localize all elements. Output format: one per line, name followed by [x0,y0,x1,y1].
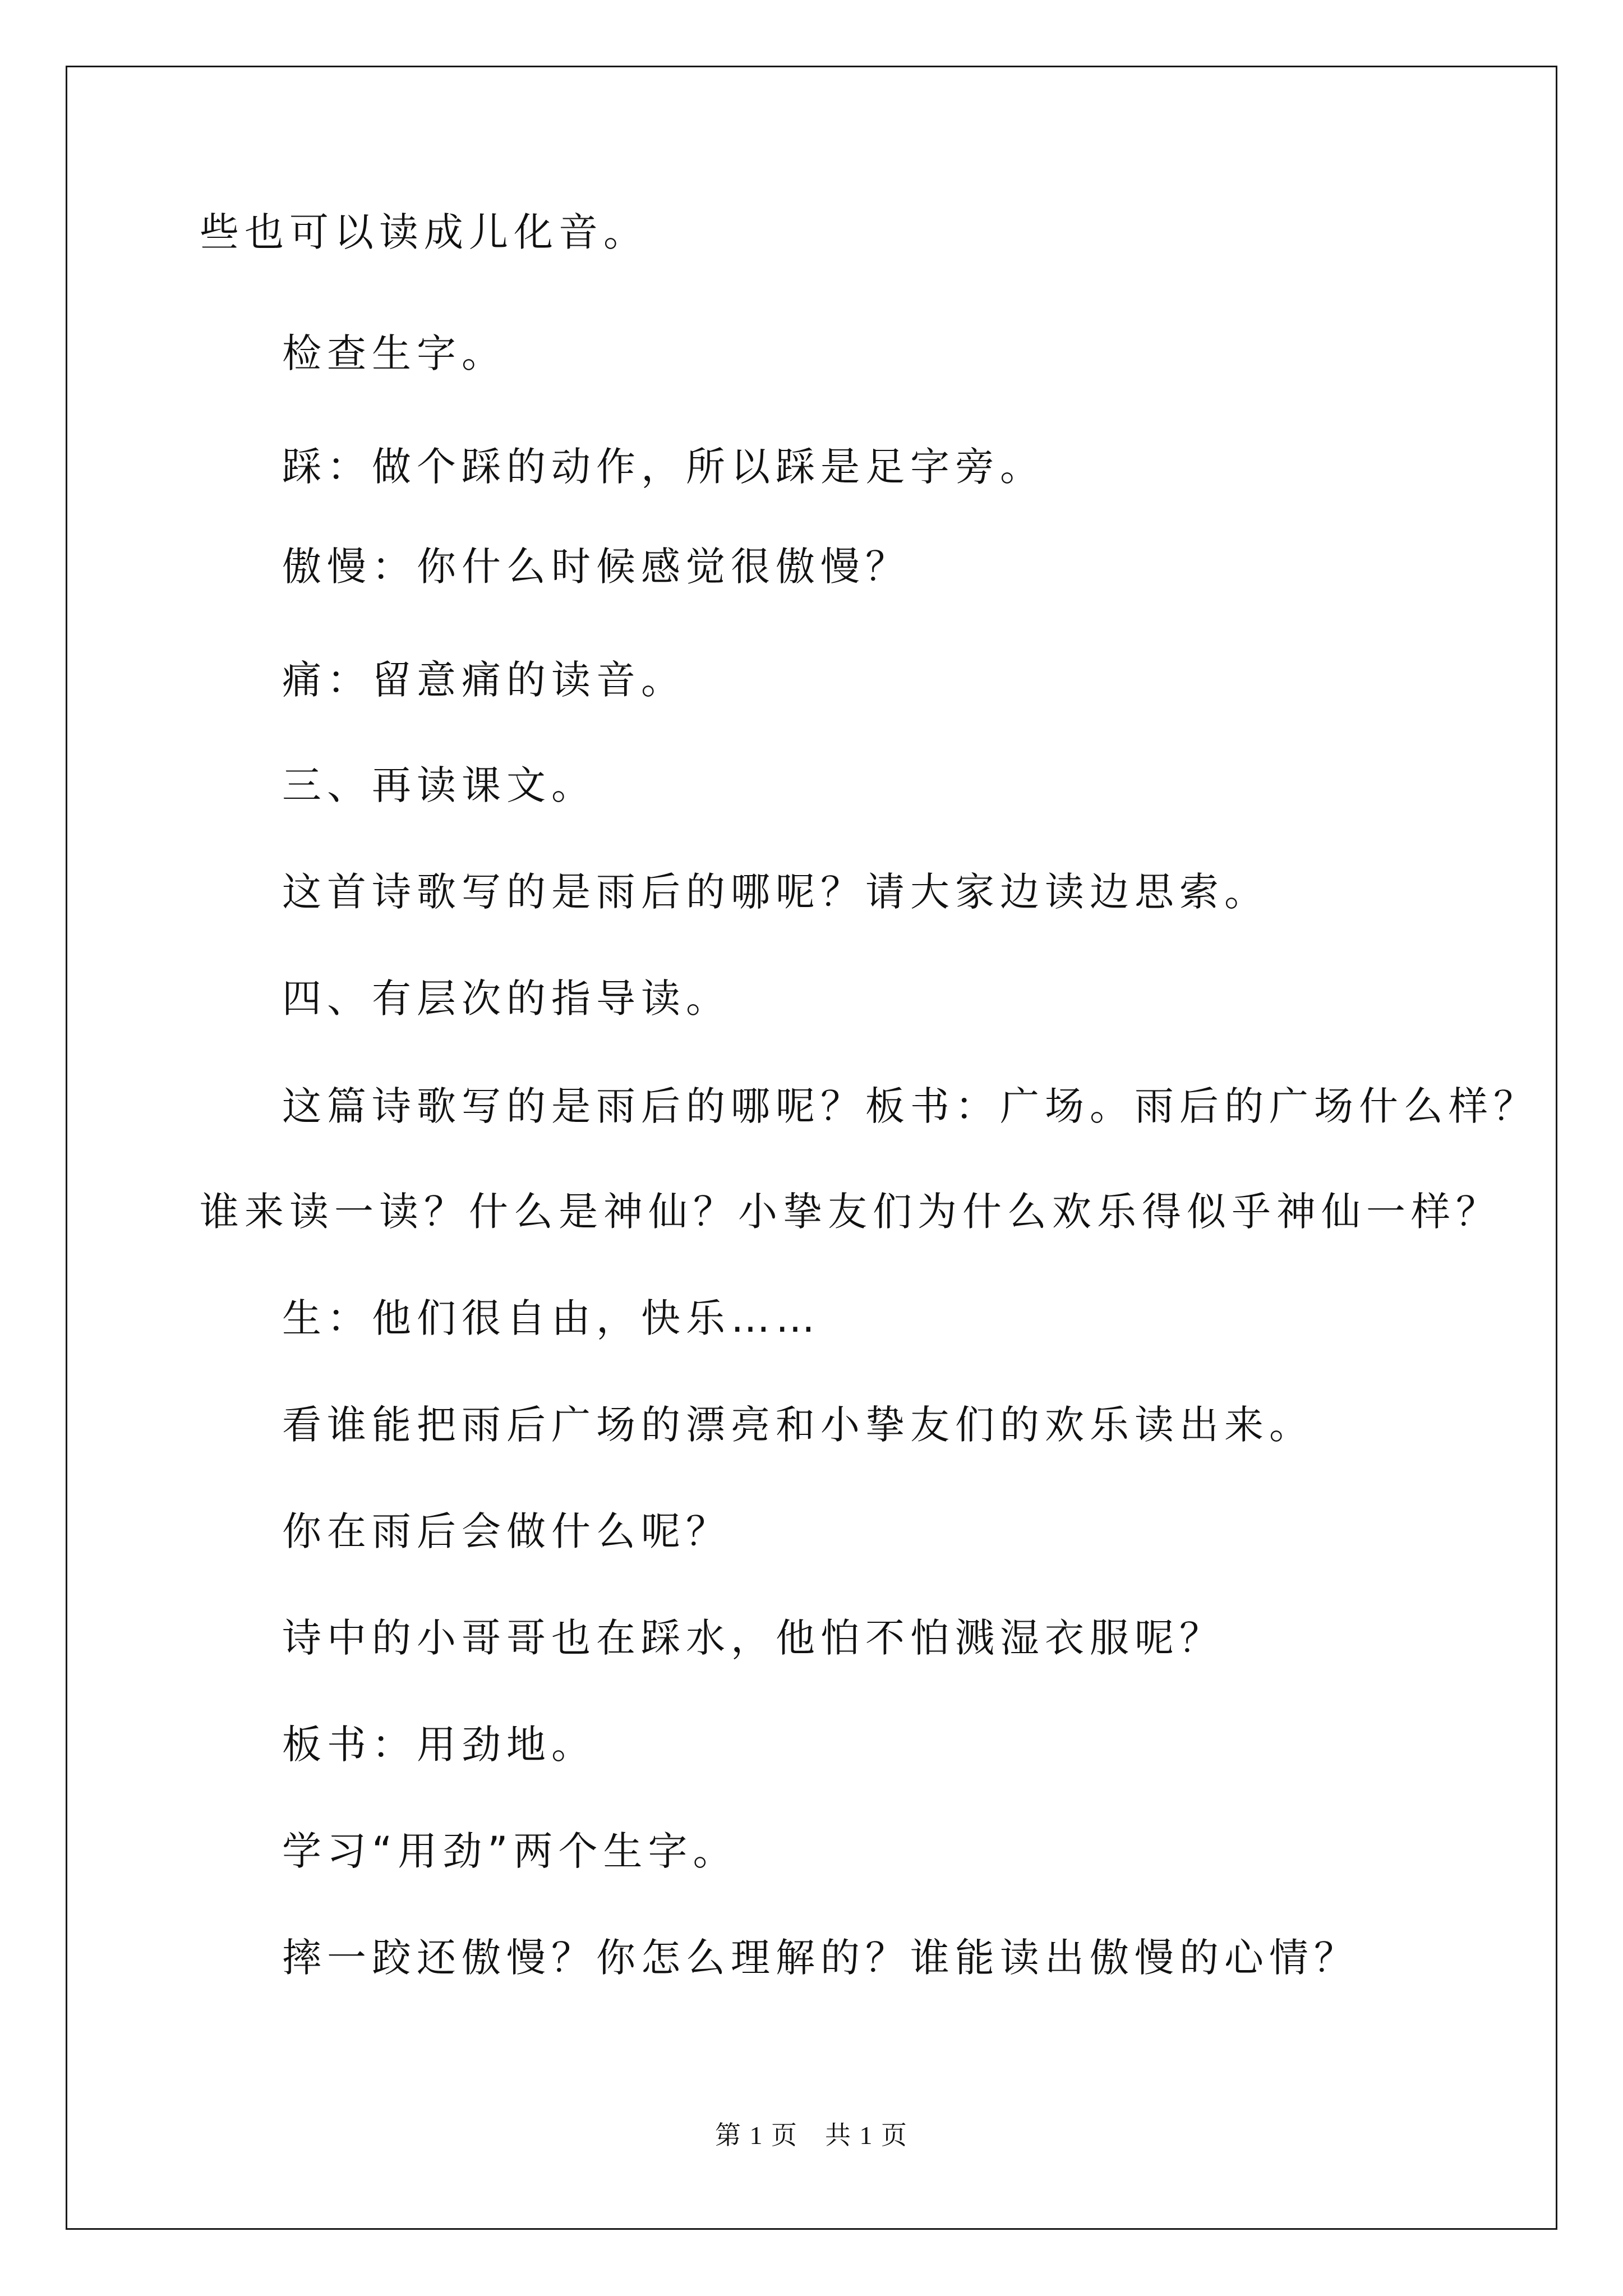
page-number-footer: 第 1 页 共 1 页 [715,2121,908,2150]
paragraph-17: 摔一跤还傲慢？你怎么理解的？谁能读出傲慢的心情？ [282,1935,1359,1981]
paragraph-6: 三、再读课文。 [282,762,596,808]
paragraph-4: 傲慢：你什么时候感觉很傲慢？ [282,544,910,590]
paragraph-1: 些也可以读成儿化音。 [200,209,648,255]
paragraph-9: 这篇诗歌写的是雨后的哪呢？板书：广场。雨后的广场什么样？ [282,1083,1538,1129]
paragraph-5: 痛：留意痛的读音。 [282,657,686,703]
paragraph-3: 踩：做个踩的动作，所以踩是足字旁。 [282,444,1045,490]
paragraph-16: 学习“用劲”两个生字。 [282,1828,738,1874]
paragraph-2: 检查生字。 [282,330,506,376]
paragraph-11: 生：他们很自由，快乐…… [282,1295,820,1341]
paragraph-15: 板书：用劲地。 [282,1722,596,1768]
paragraph-14: 诗中的小哥哥也在踩水，他怕不怕溅湿衣服呢？ [282,1615,1224,1661]
paragraph-10: 谁来读一读？什么是神仙？小挚友们为什么欢乐得似乎神仙一样？ [200,1189,1501,1235]
paragraph-7: 这首诗歌写的是雨后的哪呢？请大家边读边思索。 [282,869,1269,915]
paragraph-13: 你在雨后会做什么呢？ [282,1508,731,1554]
paragraph-8: 四、有层次的指导读。 [282,976,731,1022]
page-border [66,66,1557,2230]
paragraph-12: 看谁能把雨后广场的漂亮和小挚友们的欢乐读出来。 [282,1402,1314,1448]
